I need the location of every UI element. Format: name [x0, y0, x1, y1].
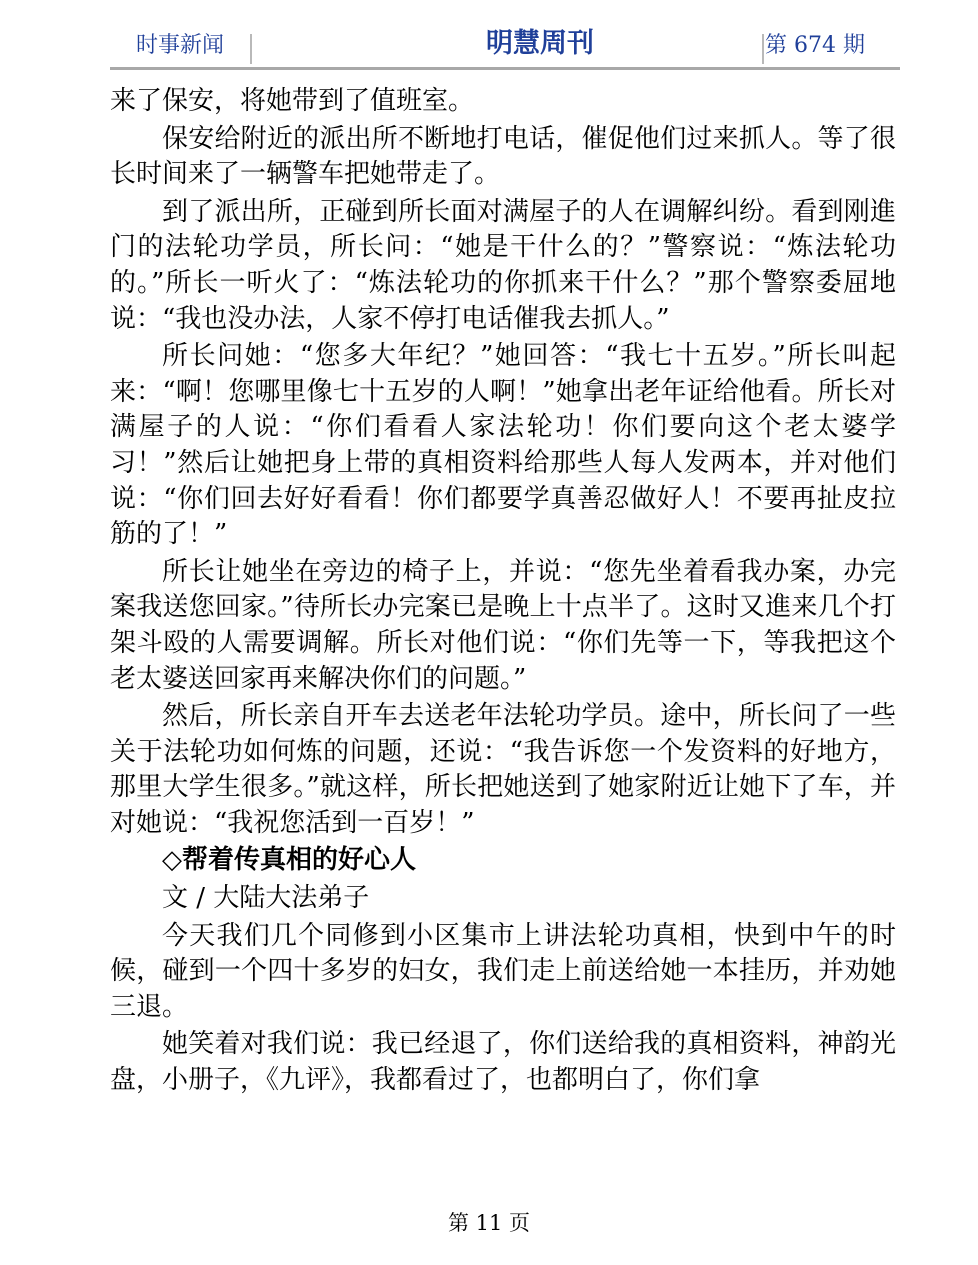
section-heading: ◇帮着传真相的好心人 [162, 845, 416, 876]
paragraph: 她笑着对我们说：我已经退了，你们送给我的真相资料，神韵光盘，小册子，《九评》，我都看过了，也都明白了，你们拿 [110, 1029, 896, 1096]
paragraph: 今天我们几个同修到小区集市上讲法轮功真相，快到中午的时候，碰到一个四十多岁的妇女，我们走上前送给她一本挂历，并劝她三退。 [110, 920, 896, 1022]
issue-number: 第 674 期 [765, 33, 865, 58]
paragraph: 保安给附近的派出所不断地打电话，催促他们过来抓人。等了很长时间来了一辆警车把她带走了。 [110, 123, 896, 190]
page-header [110, 26, 900, 68]
section-label: 时事新闻 [135, 33, 224, 58]
author-byline: 文 / 大陆大法弟子 [162, 883, 370, 914]
header-rule [110, 67, 900, 70]
paragraph: 到了派出所，正碰到所长面对满屋子的人在调解纠纷。看到刚進门的法轮功学员，所长问：“她是干什么的？”警察说：“炼法轮功的。”所长一听火了：“炼法轮功的你抓来干什么？”那个警察委屈地说：“我也没办法，人家不停打电话催我去抓人。” [110, 196, 896, 334]
article-body [110, 84, 896, 1101]
paragraph: 来了保安，将她带到了值班室。 [110, 86, 475, 116]
header-divider-right [762, 34, 764, 64]
paragraph: 所长问她：“您多大年纪？”她回答：“我七十五岁。”所长叫起来：“啊！您哪里像七十五岁的人啊！”她拿出老年证给他看。所长对满屋子的人说：“你们看看人家法轮功！你们要向这个老太婆学习！”然后让她把身上带的真相资料给那些人每人发两本，并对他们说：“你们回去好好看看！你们都要学真善忍做好人！不要再扯皮拉筋的了！” [110, 341, 896, 550]
publication-title: 明慧周刊 [486, 28, 594, 59]
header-divider-left [250, 34, 252, 64]
paragraph: 所长让她坐在旁边的椅子上，并说：“您先坐着看我办案，办完案我送您回家。”待所长办完案已是晚上十点半了。这时又進来几个打架斗殴的人需要调解。所长对他们说：“你们先等一下，等我把这个老太婆送回家再来解决你们的问题。” [110, 556, 896, 694]
paragraph: 然后，所长亲自开车去送老年法轮功学员。途中，所长问了一些关于法轮功如何炼的问题，还说：“我告诉您一个发资料的好地方，那里大学生很多。”就这样，所长把她送到了她家附近让她下了车，并对她说：“我祝您活到一百岁！” [110, 701, 896, 838]
page-number: 第 11 页 [447, 1211, 531, 1235]
